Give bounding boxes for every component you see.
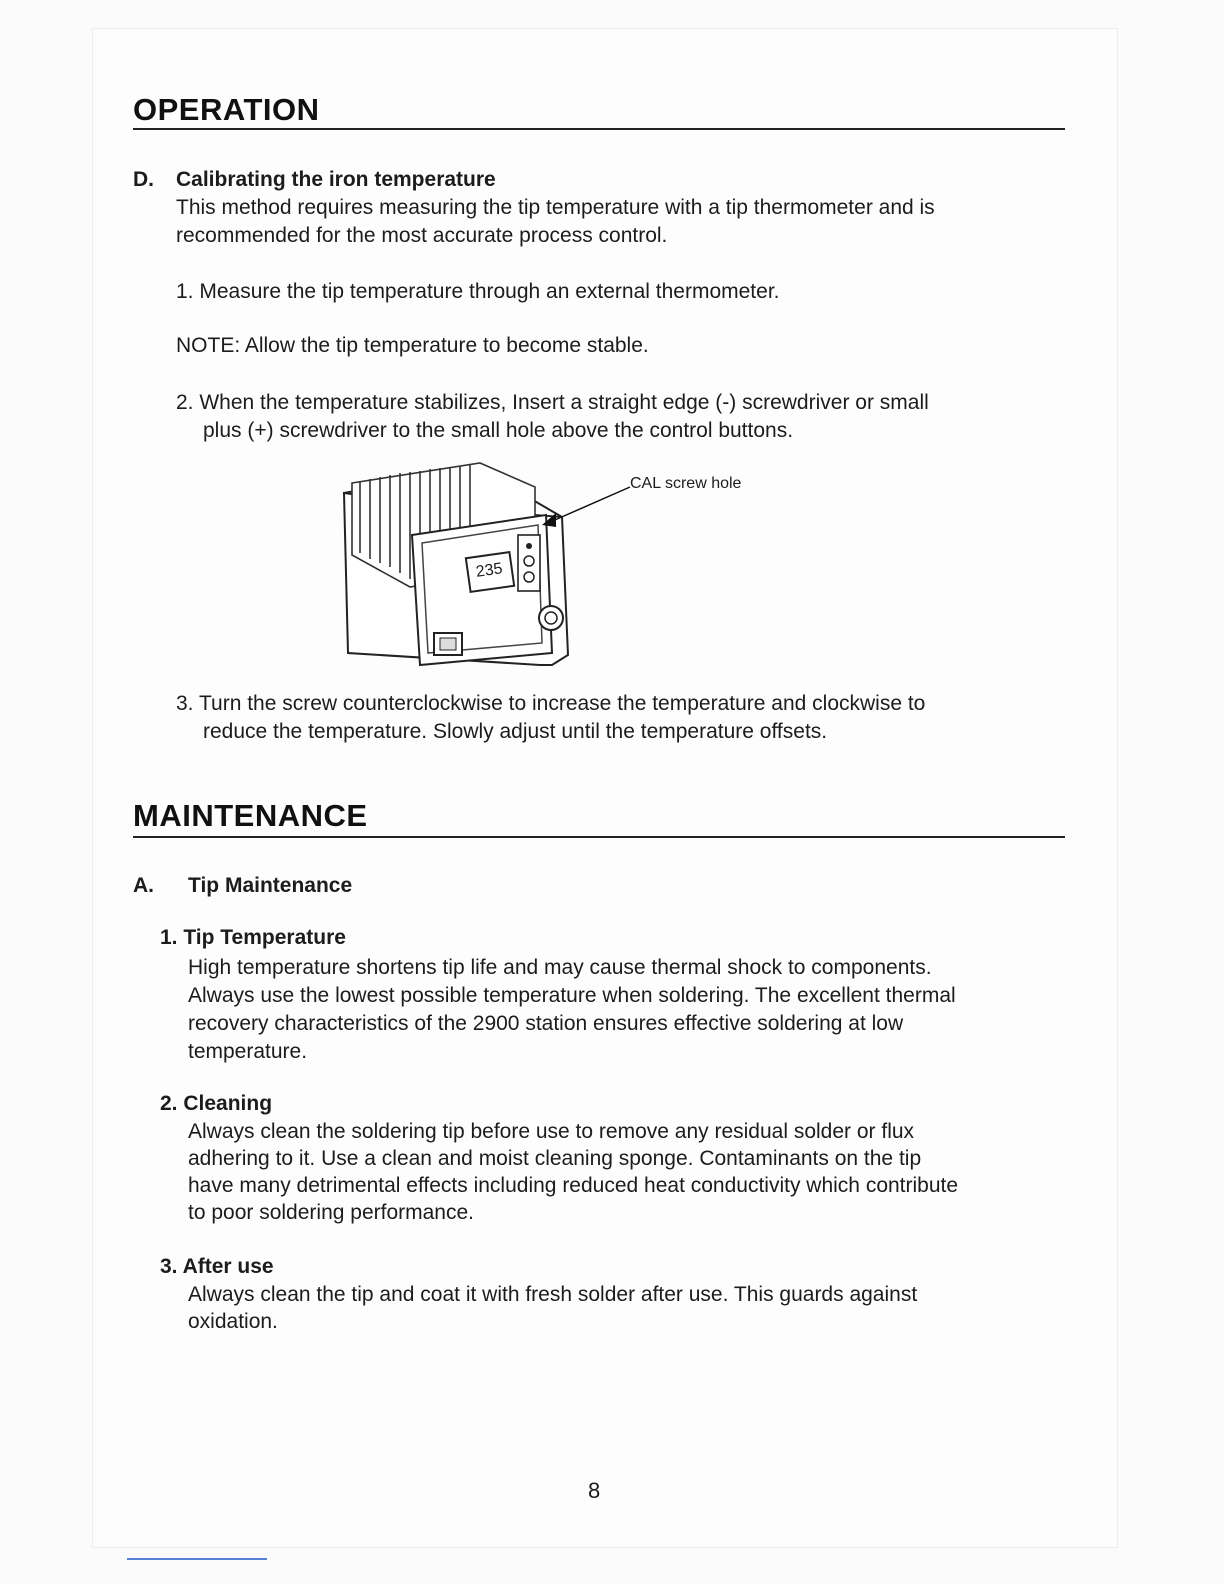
- section-d-title: Calibrating the iron temperature: [176, 168, 496, 191]
- maintenance-heading-rule: [133, 836, 1065, 838]
- calibration-step-1: 1. Measure the tip temperature through an external thermometer.: [176, 280, 780, 303]
- maintenance-heading: MAINTENANCE: [133, 798, 368, 833]
- tip-temperature-title: 1. Tip Temperature: [160, 926, 346, 949]
- after-use-title: 3. After use: [160, 1255, 274, 1278]
- after-use-line: oxidation.: [188, 1310, 278, 1333]
- station-display-readout: 235: [474, 560, 504, 581]
- cleaning-title: 2. Cleaning: [160, 1092, 273, 1115]
- tip-temperature-line: High temperature shortens tip life and may cause thermal shock to components.: [188, 956, 932, 979]
- calibration-step-3-line-2: reduce the temperature. Slowly adjust until the temperature offsets.: [203, 720, 828, 743]
- calibration-note: NOTE: Allow the tip temperature to become stable.: [176, 334, 649, 357]
- cal-screw-hole-callout: CAL screw hole: [630, 475, 742, 492]
- tip-temperature-line: recovery characteristics of the 2900 station ensures effective soldering at low: [188, 1012, 904, 1035]
- cleaning-line: adhering to it. Use a clean and moist cleaning sponge. Contaminants on the tip: [188, 1147, 922, 1170]
- section-d-letter: D.: [133, 168, 154, 191]
- section-d-intro-line-1: This method requires measuring the tip temperature with a tip thermometer and is: [176, 196, 935, 219]
- cleaning-line: have many detrimental effects including reduced heat conductivity which contribute: [188, 1174, 959, 1197]
- tip-temperature-line: temperature.: [188, 1040, 308, 1063]
- tip-temperature-line: Always use the lowest possible temperature when soldering. The excellent thermal: [188, 984, 956, 1007]
- section-d-intro-line-2: recommended for the most accurate process control.: [176, 224, 668, 247]
- calibration-step-3-line-1: 3. Turn the screw counterclockwise to increase the temperature and clockwise to: [176, 692, 926, 715]
- calibration-step-2-line-2: plus (+) screwdriver to the small hole above the control buttons.: [203, 419, 794, 442]
- section-a-title: Tip Maintenance: [188, 874, 353, 897]
- bottom-accent-line: [127, 1558, 267, 1560]
- operation-heading: OPERATION: [133, 92, 320, 127]
- cleaning-line: to poor soldering performance.: [188, 1201, 474, 1224]
- cleaning-line: Always clean the soldering tip before use to remove any residual solder or flux: [188, 1120, 915, 1143]
- after-use-line: Always clean the tip and coat it with fresh solder after use. This guards against: [188, 1283, 918, 1306]
- operation-heading-rule: [133, 128, 1065, 130]
- calibration-step-2-line-1: 2. When the temperature stabilizes, Insert a straight edge (-) screwdriver or small: [176, 391, 929, 414]
- page-number: 8: [588, 1478, 601, 1503]
- section-a-letter: A.: [133, 874, 154, 897]
